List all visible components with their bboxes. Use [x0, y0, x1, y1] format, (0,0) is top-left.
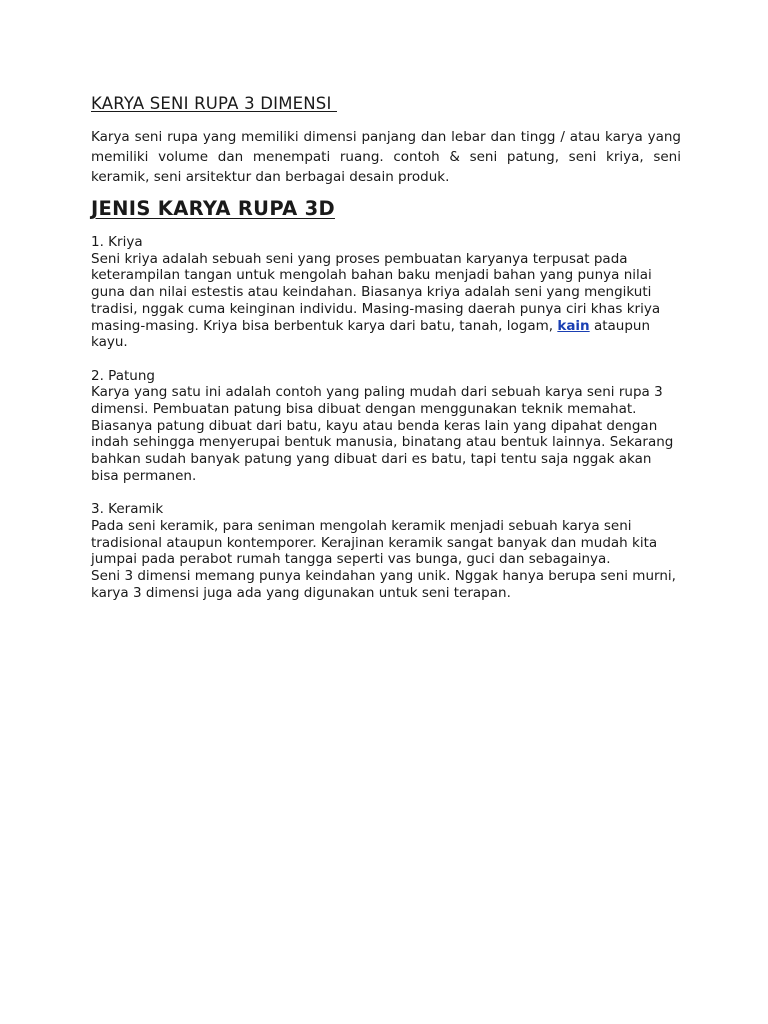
section-body-patung: Karya yang satu ini adalah contoh yang paling mudah dari sebuah karya seni rupa 3 dimensi. Pembuatan patung bisa dibuat dengan menggunakan teknik memahat. Biasanya patung dibuat dari batu, kayu atau benda keras lain yang dipahat dengan indah sehingga menyerupai bentuk manusia, binatang atau bentuk lainnya. Sekarang bahkan sudah banyak patung yang dibuat dari es batu, tapi tentu saja nggak akan bisa permanen.: [91, 384, 674, 484]
section-patung: [91, 368, 681, 485]
section-body-kriya: [91, 251, 681, 351]
section-kriya: [91, 234, 681, 351]
section-title-kriya: 1. Kriya: [91, 234, 143, 250]
kain-link[interactable]: kain: [557, 317, 590, 334]
kriya-text-before-link: Seni kriya adalah sebuah seni yang proses pembuatan karyanya terpusat pada keterampilan tangan untuk mengolah bahan baku menjadi bahan yang punya nilai guna dan nilai estestis atau keindahan. Biasanya kriya adalah seni yang mengikuti tradisi, nggak cuma keinginan individu. Masing-masing daerah punya ciri khas kriya masing-masing. Kriya bisa berbentuk karya dari batu, tanah, logam,: [91, 250, 661, 334]
section-body-keramik: Pada seni keramik, para seniman mengolah keramik menjadi sebuah karya seni tradisional ataupun kontemporer. Kerajinan keramik sangat banyak dan mudah kita jumpai pada perabot rumah tangga seperti vas bunga, guci dan sebagainya.: [91, 517, 658, 568]
intro-paragraph: Karya seni rupa yang memiliki dimensi panjang dan lebar dan tingg / atau karya yang memiliki volume dan menempati ruang. contoh & seni patung, seni kriya, seni keramik, seni arsitektur dan berbagai desain produk.: [91, 129, 681, 185]
document-page: [91, 94, 681, 601]
section-title-keramik: 3. Keramik: [91, 501, 164, 518]
closing-paragraph: Seni 3 dimensi memang punya keindahan yang unik. Nggak hanya berupa seni murni, karya 3 dimensi juga ada yang digunakan untuk seni terapan.: [91, 568, 676, 601]
section-title-patung: 2. Patung: [91, 367, 155, 384]
kriya-text-after-link: ataupun kayu.: [91, 317, 651, 351]
document-title: KARYA SENI RUPA 3 DIMENSI: [91, 94, 337, 113]
section-keramik: [91, 501, 681, 601]
section-heading: JENIS KARYA RUPA 3D: [91, 197, 335, 220]
